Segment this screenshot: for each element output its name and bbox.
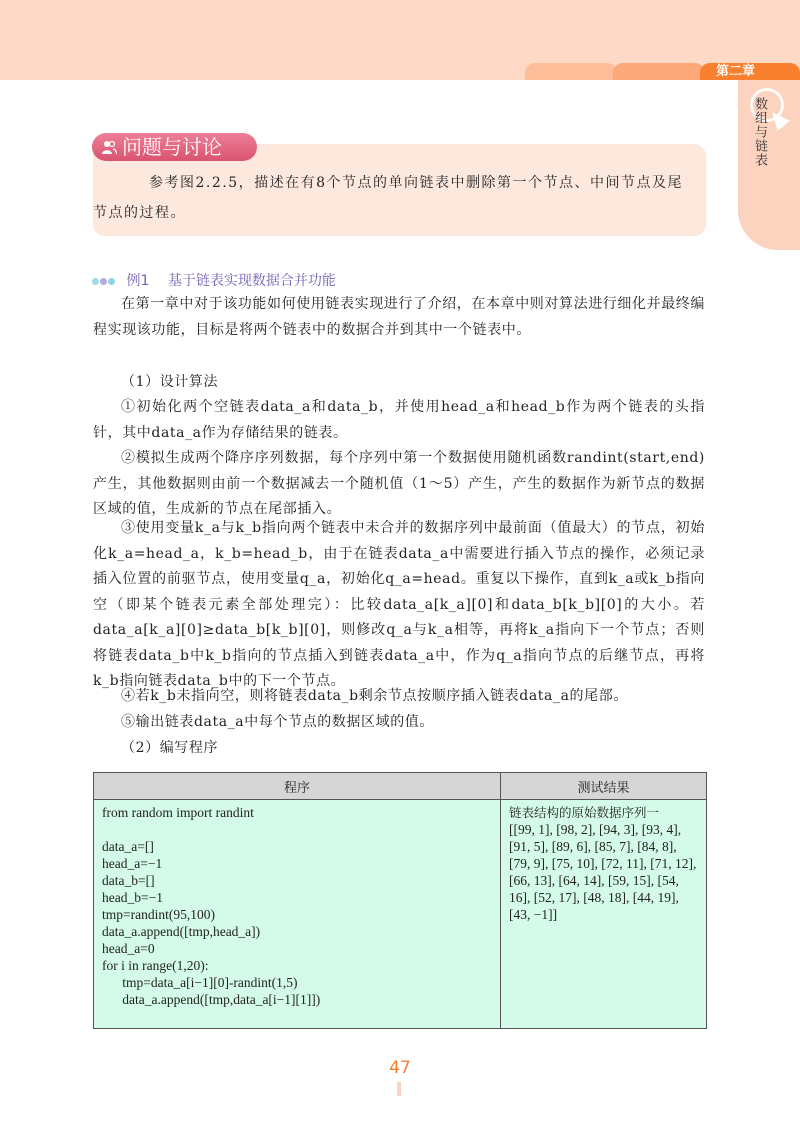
step-3: ③使用变量k_a与k_b指向两个链表中未合并的数据序列中最前面（值最大）的节点，初始化k_a=head_a，k_b=head_b，由于在链表data_a中需要进行插入节点的操作，必须记录插入位置的前驱节点，使用变量q_a，初始化q_a=head。重复以下操作，直到k_a或k_b指向空（即某个链表元素全部处理完）：比较data_a[k_a][0]和data_b[k_b][0]的大小。若data_a[k_a][0]≥data_b[k_b][0]，则修改q_a与k_a相等，再将k_a指向下一个节点；否则将链表data_b中k_b指向的节点插入到链表data_a中，作为q_a指向节点的后继节点，再将k_b指向链表data_b中的下一个节点。: [93, 520, 705, 689]
chapter-tab-inactive-2: [613, 63, 705, 80]
page-marker: [397, 1082, 401, 1096]
column-header-program: 程序: [94, 773, 501, 800]
side-tab-label: 数组与链表: [752, 97, 767, 167]
result-value: [[99, 1], [98, 2], [94, 3], [93, 4], [91, 5], [89, 6], [85, 7], [84, 8], [79, 9], [75, 10], [72, 11], [71, 12], [66, 13], [64, 14], [59, 15], [54, 16], [52, 17], [48, 18], [44, 19], [43, −1]]: [509, 822, 697, 922]
step-1: ①初始化两个空链表data_a和data_b，并使用head_a和head_b作为两个链表的头指针，其中data_a作为存储结果的链表。: [93, 399, 705, 441]
code-line: head_a=0: [102, 941, 155, 956]
code-line: head_a=−1: [102, 856, 163, 871]
code-line: head_b=−1: [102, 890, 163, 905]
example-label: 例1: [126, 273, 150, 289]
step-4: ④若k_b未指向空，则将链表data_b剩余节点按顺序插入链表data_a的尾部。: [121, 688, 628, 704]
page-number: 47: [389, 1058, 411, 1078]
example-heading: [92, 270, 336, 290]
column-header-result: 测试结果: [501, 773, 707, 800]
example-intro: 在第一章中对于该功能如何使用链表实现进行了介绍，在本章中则对算法进行细化并最终编程实现该功能，目标是将两个链表中的数据合并到其中一个链表中。: [93, 296, 705, 338]
code-line: for i in range(1,20):: [102, 958, 209, 973]
code-line: data_a=[]: [102, 839, 154, 854]
program-table: [93, 772, 707, 1029]
bullet-dots-icon: [92, 273, 116, 289]
chapter-tab-active: 第二章: [700, 63, 800, 80]
step2-heading: （2）编写程序: [121, 740, 219, 756]
step-5: ⑤输出链表data_a中每个节点的数据区域的值。: [121, 714, 435, 730]
example-title: 基于链表实现数据合并功能: [167, 273, 336, 289]
people-icon: [101, 139, 117, 155]
code-line: data_a.append([tmp,data_a[i−1][1]]): [102, 992, 321, 1007]
discussion-text: 参考图2.2.5，描述在有8个节点的单向链表中删除第一个节点、中间节点及尾节点的过程。: [93, 175, 684, 221]
code-line: tmp=data_a[i−1][0]-randint(1,5): [102, 975, 298, 990]
discussion-badge: [92, 133, 257, 161]
step-2: ②模拟生成两个降序序列数据，每个序列中第一个数据使用随机函数randint(start,end)产生，其他数据则由前一个数据减去一个随机值（1～5）产生，产生的数据作为新节点的数据区域的值，生成新的节点在尾部插入。: [93, 450, 705, 517]
code-cell: [94, 800, 501, 1029]
step1-heading: （1）设计算法: [121, 374, 219, 390]
result-title: 链表结构的原始数据序列一: [509, 805, 660, 820]
code-line: data_b=[]: [102, 873, 155, 888]
chapter-tab-inactive-1: [525, 63, 617, 80]
code-line: [102, 821, 492, 838]
code-line: data_a.append([tmp,head_a]): [102, 924, 261, 939]
result-cell: [501, 800, 707, 1029]
code-line: from random import randint: [102, 805, 254, 820]
code-line: tmp=randint(95,100): [102, 907, 215, 922]
discussion-badge-label: 问题与讨论: [122, 135, 222, 159]
